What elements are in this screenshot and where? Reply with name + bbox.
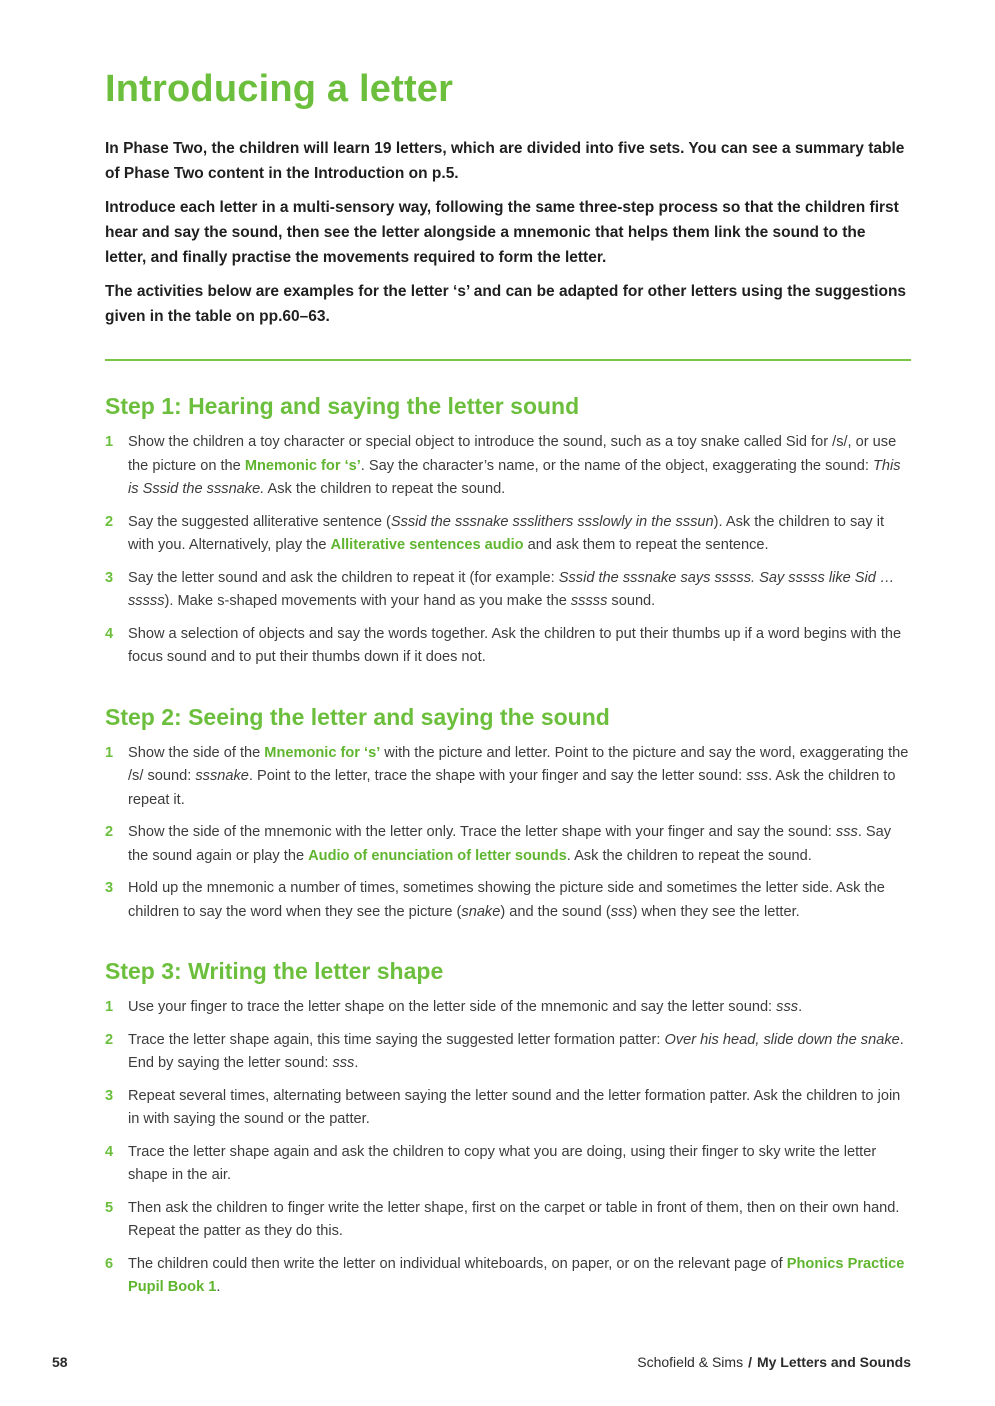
step-3-list [105,996,911,1300]
list-item [105,1029,911,1076]
intro-paragraph-3: The activities below are examples for the letter ‘s’ and can be adapted for other letters using the suggestions given in the table on pp.60–63. [105,283,907,325]
mnemonic-link[interactable]: Mnemonic for ‘s’ [264,744,381,761]
item-number: 1 [105,434,114,450]
item-text: with the picture and letter. Point to the picture and say the word, exaggerating the /s/ sound: [128,744,909,784]
item-emphasis: sss [835,824,858,840]
item-number: 4 [105,1143,114,1160]
item-emphasis: Sssid the sssnake ssslithers ssslowly in the sssun [390,513,714,530]
publisher-name: Schofield & Sims [637,1354,744,1370]
step-1-heading: Step 1: Hearing and saying the letter sound [105,393,580,419]
enunciation-audio-link[interactable]: Audio of enunciation of letter sounds [308,847,567,864]
item-text: . End by saying the letter sound: [128,1031,904,1071]
intro [105,136,911,329]
item-emphasis: sss [332,1055,355,1071]
item-number: 3 [105,569,114,586]
item-emphasis: sssnake [195,768,249,784]
page-content [105,64,911,1330]
item-text: sound. [607,593,656,609]
item-number: 4 [105,625,114,642]
footer-separator: / [748,1354,752,1370]
pupil-book-link[interactable]: Phonics Practice Pupil Book 1 [128,1255,905,1295]
step-3-heading: Step 3: Writing the letter shape [105,958,444,984]
step-1-list [105,431,911,670]
list-item [105,821,911,868]
item-text: ) when they see the letter. [632,903,800,920]
item-text: Ask the children to repeat the sound. [264,481,506,497]
item-text: ). Ask the children to say it with you. Alternatively, play the [128,513,885,553]
item-text: Show the children a toy character or special object to introduce the sound, such as a toy snake called Sid for /s/, or use the picture on the [128,434,897,474]
step-2-section [105,700,911,925]
divider [105,359,911,361]
page-title: Introducing a letter [105,68,454,110]
list-item [105,1197,911,1244]
item-number: 5 [105,1199,114,1216]
list-item [105,877,911,924]
item-text: ). Make s-shaped movements with your hand as you make the [164,593,571,609]
item-text: Trace the letter shape again and ask the children to copy what you are doing, using their finger to sky write the letter shape in the air. [128,1143,877,1183]
list-item [105,1141,911,1188]
item-number: 2 [105,513,114,530]
item-text: The children could then write the letter on individual whiteboards, on paper, or on the relevant page of [128,1255,787,1272]
list-item [105,996,911,1020]
list-item [105,511,911,558]
item-number: 3 [105,880,114,896]
intro-paragraph-1: In Phase Two, the children will learn 19 letters, which are divided into five sets. You can see a summary table of Phase Two content in the Introduction on p.5. [105,140,905,182]
item-number: 1 [105,999,114,1015]
item-emphasis: snake [461,903,501,920]
list-item [105,742,911,813]
mnemonic-link[interactable]: Mnemonic for ‘s’ [244,457,361,474]
item-text: Show a selection of objects and say the words together. Ask the children to put their thumbs up if a word begins with the focus sound and to put their thumbs down if it does not. [128,625,902,665]
item-text: . [216,1279,221,1295]
step-2-list [105,742,911,925]
item-emphasis: sss [776,999,799,1015]
item-text: Hold up the mnemonic a number of times, sometimes showing the picture side and sometimes the letter side. Ask the children to say the word when they see the picture ( [128,880,885,920]
list-item [105,1253,911,1300]
item-number: 1 [105,744,114,761]
item-text: . [798,999,803,1015]
item-text: Trace the letter shape again, this time saying the suggested letter formation patter: [128,1031,665,1048]
item-text: Say the suggested alliterative sentence ( [128,513,391,530]
page-number: 58 [52,1354,68,1370]
item-emphasis: Sssid the sssnake says sssss. Say sssss like Sid … sssss [128,569,895,609]
item-text: . Point to the letter, trace the shape with your finger and say the letter sound: [248,768,747,784]
item-emphasis: sssss [570,593,608,609]
step-1-section [105,389,911,670]
item-number: 6 [105,1255,114,1272]
intro-paragraph-2: Introduce each letter in a multi-sensory way, following the same three-step process so that the children first hear and say the sound, then see the letter alongside a mnemonic that helps them link the sound to the letter, and finally practise the movements required to form the letter. [105,199,899,266]
alliterative-audio-link[interactable]: Alliterative sentences audio [330,537,524,553]
item-text: Use your finger to trace the letter shape on the letter side of the mnemonic and say the letter sound: [128,999,777,1015]
item-text: Show the side of the [128,744,265,761]
item-text: . [354,1055,359,1071]
item-text: . Say the character’s name, or the name of the object, exaggerating the sound: [360,457,873,474]
list-item [105,567,911,614]
step-2-heading: Step 2: Seeing the letter and saying the sound [105,703,610,730]
item-text: . Ask the children to repeat it. [128,768,896,808]
item-text: ) and the sound ( [500,903,611,920]
item-number: 2 [105,824,114,840]
item-text: Repeat several times, alternating between saying the letter sound and the letter formation patter. Ask the children to join in with saying the sound or the patter. [128,1087,901,1127]
item-text: Show the side of the mnemonic with the letter only. Trace the letter shape with your finger and say the sound: [128,824,836,840]
item-text: Then ask the children to finger write the letter shape, first on the carpet or table in front of them, then on their own hand. Repeat the patter as they do this. [128,1199,900,1239]
list-item [105,623,911,670]
item-text: . Ask the children to repeat the sound. [566,847,812,864]
item-emphasis: sss [610,903,633,920]
item-emphasis: sss [746,768,769,784]
book-title: My Letters and Sounds [756,1354,911,1370]
step-3-section [105,954,911,1300]
item-text: . Say the sound again or play the [128,824,892,864]
item-emphasis: This is Sssid the sssnake. [128,457,901,497]
item-number: 3 [105,1087,114,1104]
footer-credit [637,1354,911,1370]
list-item [105,1085,911,1132]
item-text: Say the letter sound and ask the children to repeat it (for example: [128,569,559,586]
item-number: 2 [105,1031,114,1048]
item-emphasis: Over his head, slide down the snake [664,1031,900,1048]
list-item [105,431,911,502]
item-text: and ask them to repeat the sentence. [523,537,769,553]
